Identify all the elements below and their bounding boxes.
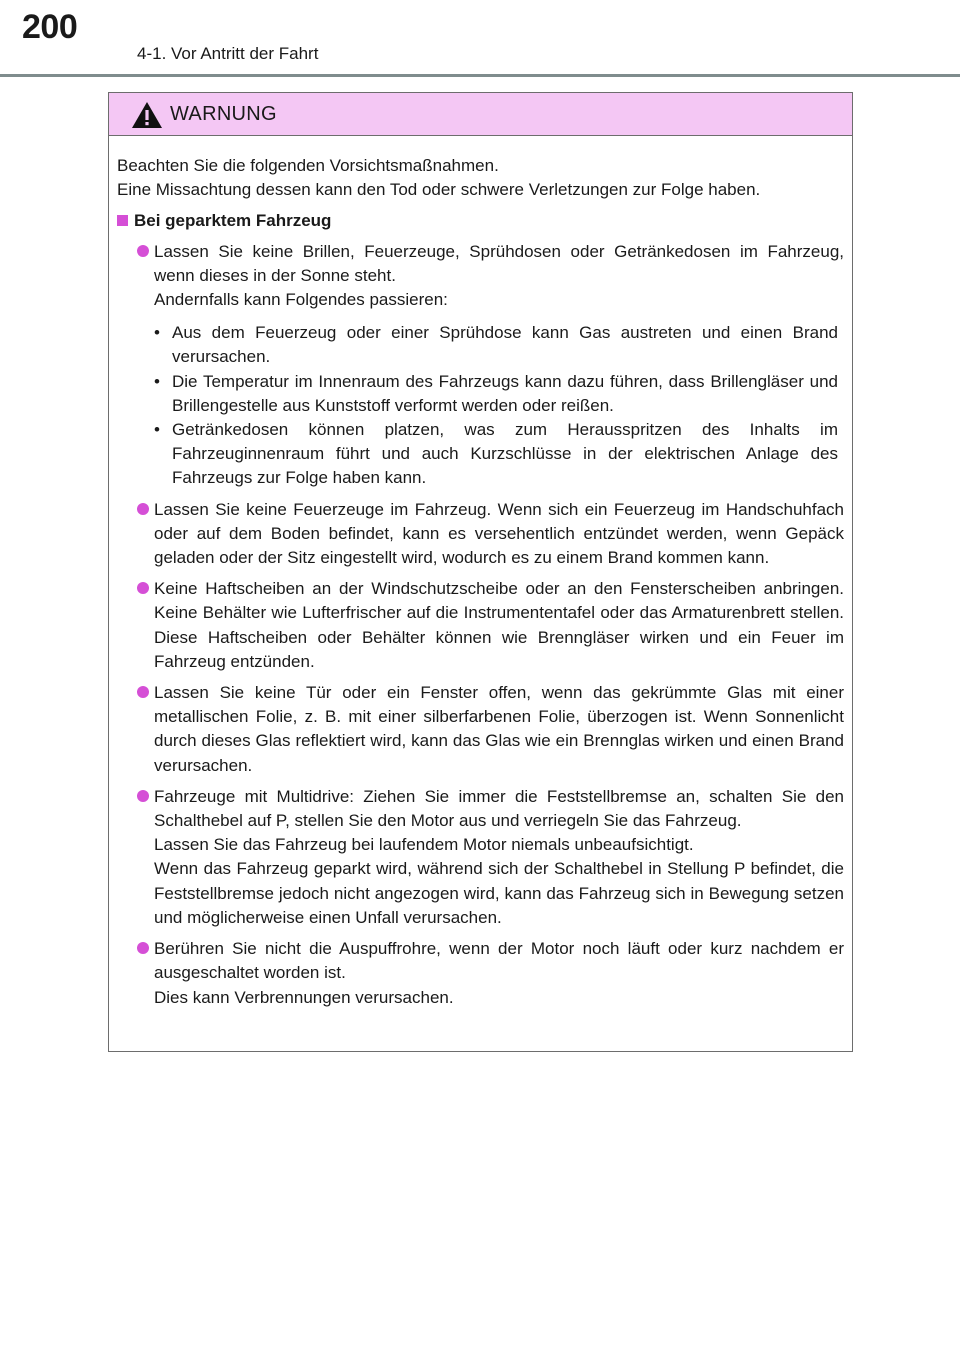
warning-item	[117, 681, 844, 778]
circle-bullet-icon	[137, 503, 149, 515]
item-paragraph: Lassen Sie keine Tür oder ein Fenster offen, wenn das gekrümmte Glas mit einer metallischen Folie, z. B. mit einer silberfarbenen Folie, überzogen ist. Wenn Sonnenlicht durch dieses Glas reflektiert wird, kann das Glas wie ein Brennglas wirken und einen Brand verursachen.	[154, 683, 844, 775]
sub-list-item	[154, 418, 844, 491]
sub-list-item	[154, 370, 844, 418]
small-bullet-icon: •	[154, 323, 160, 343]
item-paragraph: Lassen Sie das Fahrzeug bei laufendem Motor niemals unbeaufsichtigt.	[154, 835, 694, 855]
circle-bullet-icon	[137, 942, 149, 954]
page-number: 200	[22, 8, 78, 46]
item-paragraph: Berühren Sie nicht die Auspuffrohre, wenn der Motor noch läuft oder kurz nachdem er ausgeschaltet worden ist.	[154, 939, 844, 983]
item-paragraph: Lassen Sie keine Feuerzeuge im Fahrzeug. Wenn sich ein Feuerzeug im Handschuhfach oder auf dem Boden befindet, kann es versehentlich entzündet werden, wenn Gepäck geladen oder der Sitz eingestellt wird, wodurch es zu einem Brand kommen kann.	[154, 499, 844, 568]
warning-item	[117, 577, 844, 674]
subheading-text: Bei geparktem Fahrzeug	[134, 211, 332, 231]
warning-content	[109, 136, 852, 1010]
sub-list-text: Die Temperatur im Innenraum des Fahrzeugs kann dazu führen, dass Brillengläser und Brillengestelle aus Kunststoff verformt werden oder reißen.	[172, 371, 838, 415]
sub-list-item	[154, 321, 844, 369]
section-title: 4-1. Vor Antritt der Fahrt	[137, 44, 319, 63]
circle-bullet-icon	[137, 790, 149, 802]
warning-item	[117, 498, 844, 571]
warning-intro	[117, 154, 844, 202]
item-paragraph: Fahrzeuge mit Multidrive: Ziehen Sie immer die Feststellbremse an, schalten Sie den Schalthebel auf P, stellen Sie den Motor aus und verriegeln Sie das Fahrzeug.	[154, 786, 844, 831]
small-bullet-icon: •	[154, 420, 160, 440]
circle-bullet-icon	[137, 582, 149, 594]
warning-item	[117, 240, 844, 491]
intro-line: Eine Missachtung dessen kann den Tod oder schwere Verletzungen zur Folge haben.	[117, 180, 761, 200]
item-paragraph: Lassen Sie keine Brillen, Feuerzeuge, Sprühdosen oder Getränkedosen im Fahrzeug, wenn dieses in der Sonne steht.	[154, 241, 844, 285]
item-paragraph: Wenn das Fahrzeug geparkt wird, während sich der Schalthebel in Stellung P befindet, die Feststellbremse jedoch nicht angezogen wird, kann das Fahrzeug sich in Bewegung setzen und möglicherweise einen Unfall verursachen.	[154, 859, 844, 927]
sub-list-text: Aus dem Feuerzeug oder einer Sprühdose kann Gas austreten und einen Brand verursachen.	[172, 323, 838, 367]
sub-list-text: Getränkedosen können platzen, was zum Herausspritzen des Inhalts im Fahrzeuginnenraum führt und auch Kurzschlüsse in der elektrischen Anlage des Fahrzeugs zur Folge haben kann.	[172, 420, 838, 488]
page-header	[0, 0, 960, 77]
small-bullet-icon: •	[154, 371, 160, 391]
warning-item	[117, 785, 844, 930]
warning-triangle-icon	[131, 101, 163, 129]
intro-line: Beachten Sie die folgenden Vorsichtsmaßnahmen.	[117, 156, 499, 175]
circle-bullet-icon	[137, 245, 149, 257]
item-paragraph: Dies kann Verbrennungen verursachen.	[154, 987, 454, 1007]
warning-title: WARNUNG	[170, 103, 277, 125]
item-paragraph: Keine Haftscheiben an der Windschutzscheibe oder an den Fensterscheiben anbringen. Keine Behälter wie Lufterfrischer auf die Instrumententafel oder das Armaturenbrett stellen. Diese Haftscheiben oder Behälter können wie Brenngläser wirken und ein Feuer im Fahrzeug entzünden.	[154, 579, 844, 671]
warning-item	[117, 937, 844, 1010]
square-bullet-icon	[117, 215, 128, 226]
warning-box	[108, 92, 853, 1052]
item-paragraph: Andernfalls kann Folgendes passieren:	[154, 290, 448, 310]
subheading	[117, 209, 844, 233]
sub-list	[154, 321, 844, 490]
circle-bullet-icon	[137, 686, 149, 698]
warning-header	[109, 93, 852, 136]
